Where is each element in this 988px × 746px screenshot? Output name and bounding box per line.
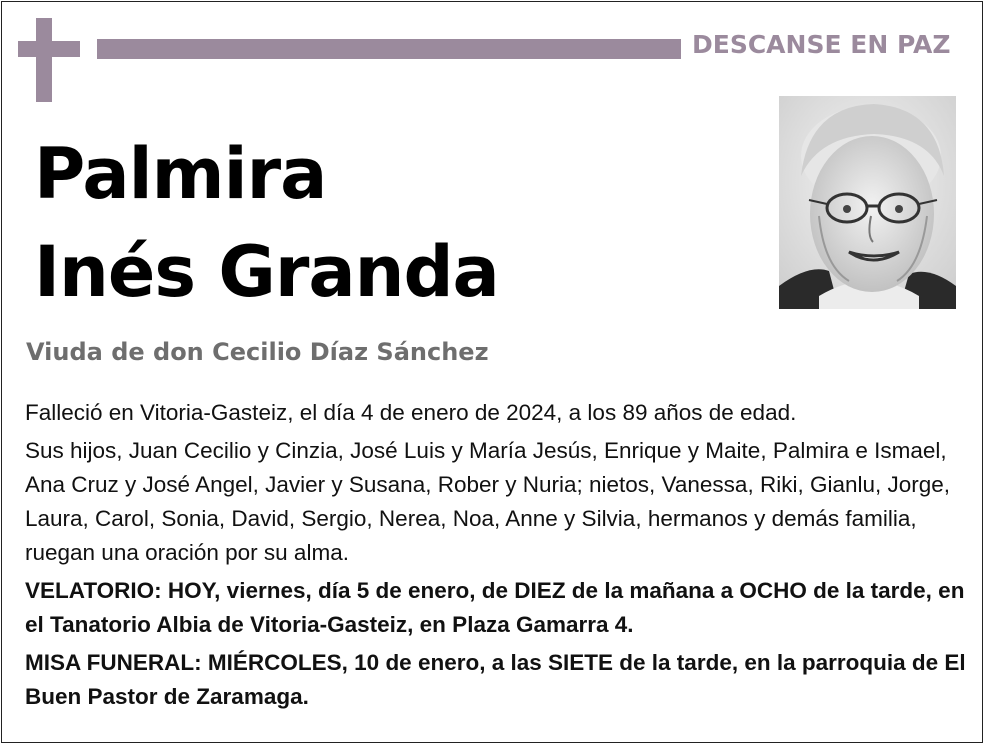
header-bar: [97, 39, 681, 59]
deceased-first-name: Palmira: [34, 133, 327, 215]
family-notice: Sus hijos, Juan Cecilio y Cinzia, José Luis y María Jesús, Enrique y Maite, Palmira e Ismael, Ana Cruz y José Angel, Javier y Susana, Rober y Nuria; nietos, Vanessa, Riki, Gianlu, Jorge, Laura, Carol, Sonia, David, Sergio, Nerea, Noa, Anne y Silvia, hermanos y demás familia, ruegan una oración por su alma.: [25, 438, 951, 565]
death-notice: Falleció en Vitoria-Gasteiz, el día 4 de enero de 2024, a los 89 años de edad.: [25, 400, 797, 425]
portrait-photo: [779, 96, 956, 309]
header-title: DESCANSE EN PAZ: [692, 30, 951, 59]
cross-vertical-bar: [36, 18, 52, 102]
obituary-body: [25, 396, 970, 718]
velatorio-notice: VELATORIO: HOY, viernes, día 5 de enero, de DIEZ de la mañana a OCHO de la tarde, en el Tanatorio Albia de Vitoria-Gasteiz, en Plaza Gamarra 4.: [25, 578, 965, 637]
cross-horizontal-bar: [18, 41, 80, 57]
deceased-surname: Inés Granda: [34, 231, 499, 313]
portrait-image: [779, 96, 956, 309]
funeral-mass-notice: MISA FUNERAL: MIÉRCOLES, 10 de enero, a las SIETE de la tarde, en la parroquia de El Buen Pastor de Zaramaga.: [25, 650, 966, 709]
widow-subtitle: Viuda de don Cecilio Díaz Sánchez: [26, 338, 489, 366]
